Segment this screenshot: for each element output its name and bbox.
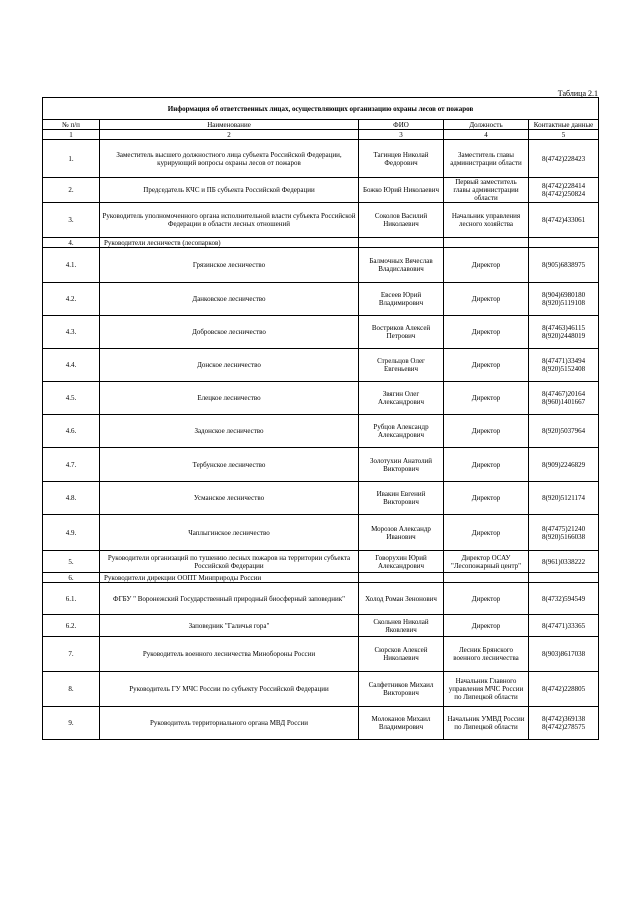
row-position: Начальник Главного управления МЧС России по Липецкой области	[444, 672, 529, 707]
row-name: Руководитель ГУ МЧС России по субъекту Российской Федерации	[100, 672, 359, 707]
row-name: Тербунское лесничество	[100, 448, 359, 482]
row-name: Данковское лесничество	[100, 283, 359, 316]
row-number: 2.	[43, 178, 100, 203]
header-num: № п/п	[43, 120, 100, 130]
header-name: Наименование	[100, 120, 359, 130]
table-row	[43, 583, 599, 615]
row-fio: Молоканов Михаил Владимирович	[359, 707, 444, 740]
row-contacts: 8(904)6980180 8(920)5119108	[529, 283, 599, 316]
header-position: Должность	[444, 120, 529, 130]
table-title-row	[43, 98, 599, 120]
row-number: 4.9.	[43, 515, 100, 551]
row-contacts: 8(4742)228414 8(4742)250824	[529, 178, 599, 203]
row-name: Руководитель военного лесничества Минобороны России	[100, 637, 359, 672]
row-name: Задонское лесничество	[100, 415, 359, 448]
table-row	[43, 203, 599, 238]
row-fio: Тагинцев Николай Федорович	[359, 140, 444, 178]
table-caption: Таблица 2.1	[557, 89, 598, 98]
row-fio: Сюрсков Алексей Николаевич	[359, 637, 444, 672]
row-contacts: 8(47475)21240 8(920)5166038	[529, 515, 599, 551]
table-row	[43, 551, 599, 573]
row-contacts	[529, 573, 599, 583]
row-number: 3.	[43, 203, 100, 238]
row-position: Директор	[444, 448, 529, 482]
row-position: Директор	[444, 382, 529, 415]
row-fio: Балмочных Вячеслав Владиславович	[359, 248, 444, 283]
row-contacts: 8(961)0338222	[529, 551, 599, 573]
row-number: 4.3.	[43, 316, 100, 349]
row-name: Чаплыгинское лесничество	[100, 515, 359, 551]
table-row	[43, 637, 599, 672]
row-name: Донское лесничество	[100, 349, 359, 382]
table-row	[43, 248, 599, 283]
row-position: Начальник УМВД России по Липецкой области	[444, 707, 529, 740]
row-name: Руководитель уполномоченного органа исполнительной власти субъекта Российской Федерации в области лесных отношений	[100, 203, 359, 238]
row-number: 4.4.	[43, 349, 100, 382]
row-contacts: 8(909)2246829	[529, 448, 599, 482]
row-position: Директор	[444, 316, 529, 349]
row-fio: Морозов Александр Иванович	[359, 515, 444, 551]
row-position: Директор	[444, 415, 529, 448]
row-position	[444, 573, 529, 583]
table-row	[43, 349, 599, 382]
row-number: 6.	[43, 573, 100, 583]
row-fio: Золотухин Анатолий Викторович	[359, 448, 444, 482]
row-number: 7.	[43, 637, 100, 672]
row-number: 4.	[43, 238, 100, 248]
row-number: 5.	[43, 551, 100, 573]
row-number: 6.1.	[43, 583, 100, 615]
row-number: 9.	[43, 707, 100, 740]
row-position: Первый заместитель главы администрации области	[444, 178, 529, 203]
row-fio: Звягин Олег Александрович	[359, 382, 444, 415]
row-contacts: 8(47471)33365	[529, 615, 599, 637]
row-fio: Скольнев Николай Яковлевич	[359, 615, 444, 637]
row-number: 1.	[43, 140, 100, 178]
table-row	[43, 382, 599, 415]
row-name: ФГБУ " Воронежский Государственный природный биосферный заповедник"	[100, 583, 359, 615]
header-row	[43, 120, 599, 130]
row-number: 4.5.	[43, 382, 100, 415]
row-position: Начальник управления лесного хозяйства	[444, 203, 529, 238]
header-number: 3	[359, 130, 444, 140]
table-row	[43, 178, 599, 203]
row-number: 6.2.	[43, 615, 100, 637]
row-contacts: 8(4742)433061	[529, 203, 599, 238]
row-name: Руководители организаций по тушению лесных пожаров на территории субъекта Российской Федерации	[100, 551, 359, 573]
row-number: 4.8.	[43, 482, 100, 515]
row-contacts: 8(905)6838975	[529, 248, 599, 283]
row-fio: Говорухин Юрий Александрович	[359, 551, 444, 573]
header-fio: ФИО	[359, 120, 444, 130]
table-row	[43, 515, 599, 551]
table-row	[43, 238, 599, 248]
row-name: Усманское лесничество	[100, 482, 359, 515]
row-position: Директор	[444, 248, 529, 283]
row-contacts: 8(920)5121174	[529, 482, 599, 515]
row-contacts: 8(903)8617038	[529, 637, 599, 672]
row-fio: Соколов Василий Николаевич	[359, 203, 444, 238]
row-contacts: 8(47463)46115 8(920)2448019	[529, 316, 599, 349]
row-fio: Востриков Алексей Петрович	[359, 316, 444, 349]
row-number: 4.2.	[43, 283, 100, 316]
row-position: Директор	[444, 615, 529, 637]
row-contacts	[529, 238, 599, 248]
table-row	[43, 482, 599, 515]
row-contacts: 8(920)5037964	[529, 415, 599, 448]
row-position: Директор	[444, 283, 529, 316]
table-row	[43, 316, 599, 349]
row-position: Директор	[444, 583, 529, 615]
row-name: Заместитель высшего должностного лица субъекта Российской Федерации, курирующий вопросы охраны лесов от пожаров	[100, 140, 359, 178]
row-fio	[359, 573, 444, 583]
row-name: Заповедник "Галичья гора"	[100, 615, 359, 637]
row-position: Заместитель главы администрации области	[444, 140, 529, 178]
table-row	[43, 140, 599, 178]
row-position: Директор	[444, 349, 529, 382]
row-fio	[359, 238, 444, 248]
table-title: Информация об ответственных лицах, осуществляющих организацию охраны лесов от пожаров	[43, 98, 599, 120]
table-row	[43, 672, 599, 707]
row-fio: Ивакин Евгений Викторович	[359, 482, 444, 515]
header-number: 5	[529, 130, 599, 140]
row-contacts: 8(47467)20164 8(960)1401667	[529, 382, 599, 415]
row-name: Руководители лесничеств (лесопарков)	[100, 238, 359, 248]
row-name: Председатель КЧС и ПБ субъекта Российской Федерации	[100, 178, 359, 203]
row-number: 4.7.	[43, 448, 100, 482]
row-fio: Евсеев Юрий Владимирович	[359, 283, 444, 316]
row-name: Руководители дирекции ООПТ Минприроды России	[100, 573, 359, 583]
row-position	[444, 238, 529, 248]
table-row	[43, 573, 599, 583]
row-fio: Рубцов Александр Александрович	[359, 415, 444, 448]
row-fio: Стрельцов Олег Евгеньевич	[359, 349, 444, 382]
table-row	[43, 415, 599, 448]
row-name: Елецкое лесничество	[100, 382, 359, 415]
table-row	[43, 448, 599, 482]
header-number: 2	[100, 130, 359, 140]
row-contacts: 8(4742)369138 8(4742)278575	[529, 707, 599, 740]
row-name: Добровское лесничество	[100, 316, 359, 349]
header-contacts: Контактные данные	[529, 120, 599, 130]
row-name: Руководитель территориального органа МВД России	[100, 707, 359, 740]
row-number: 8.	[43, 672, 100, 707]
row-position: Директор	[444, 515, 529, 551]
row-position: Директор	[444, 482, 529, 515]
row-fio: Холод Роман Зенонович	[359, 583, 444, 615]
row-contacts: 8(4742)228805	[529, 672, 599, 707]
row-name: Грязинское лесничество	[100, 248, 359, 283]
responsible-persons-table	[42, 97, 599, 740]
row-position: Лесник Брянского военного лесничества	[444, 637, 529, 672]
row-contacts: 8(4732)594549	[529, 583, 599, 615]
row-number: 4.1.	[43, 248, 100, 283]
row-fio: Божко Юрий Николаевич	[359, 178, 444, 203]
table-row	[43, 283, 599, 316]
row-number: 4.6.	[43, 415, 100, 448]
row-fio: Салфетников Михаил Викторович	[359, 672, 444, 707]
row-position: Директор ОСАУ "Лесопожарный центр"	[444, 551, 529, 573]
row-contacts: 8(47471)33494 8(920)5152408	[529, 349, 599, 382]
header-number: 4	[444, 130, 529, 140]
table-row	[43, 615, 599, 637]
table-row	[43, 707, 599, 740]
row-contacts: 8(4742)228423	[529, 140, 599, 178]
header-number: 1	[43, 130, 100, 140]
header-numbers-row	[43, 130, 599, 140]
